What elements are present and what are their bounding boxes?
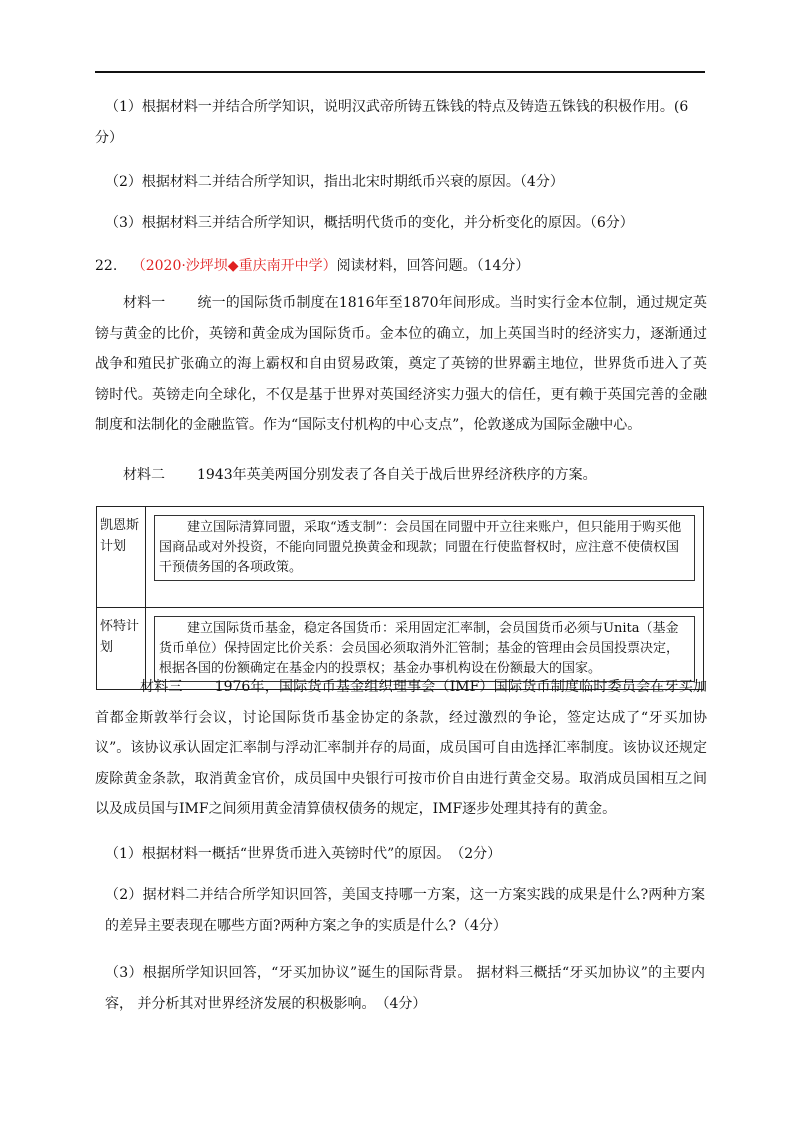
material1-label: 材料一 — [123, 295, 166, 311]
header-rule — [95, 71, 705, 73]
material3-label: 材料三 — [140, 679, 183, 695]
plan-name: 怀特计划 — [97, 608, 146, 690]
q22-sub2-text: （2）据材料二并结合所学知识回答，美国支持哪一方案，这一方案实践的成果是什么?两种方案的差异主要表现在哪些方面?两种方案之争的实质是什么?（4分） — [105, 887, 705, 934]
q22-sub1: （1）根据材料一概括“世界货币进入英镑时代”的原因。 （2分） — [105, 846, 502, 862]
material2 — [123, 465, 597, 485]
plans-table — [96, 506, 704, 690]
q21-sub1-cont: 分） — [95, 130, 123, 146]
table-row — [97, 507, 704, 608]
plan-text-box — [154, 515, 695, 581]
material1-text: 统一的国际货币制度在1816年至1870年间形成。当时实行金本位制，通过规定英镑与黄金的比价，英镑和黄金成为国际货币。金本位的确立，加上英国当时的经济实力，逐渐通过战争和殖民扩张确立的海上霸权和自由贸易政策，奠定了英镑的世界霸主地位，世界货币进入了英镑时代。英镑走向全球化，不仅是基于世界对英国经济实力强大的信任，更有赖于英国完善的金融制度和法制化的金融监管。作为“国际支付机构的中心支点”，伦敦遂成为国际金融中心。 — [95, 295, 708, 433]
q22-sub3-text: （3）根据所学知识回答，“牙买加协议”诞生的国际背景。 据材料三概括“牙买加协议”的主要内容， 并分析其对世界经济发展的积极影响。 （4分） — [105, 965, 705, 1012]
plan-name: 凯恩斯计划 — [97, 507, 146, 608]
q22-header — [95, 256, 529, 276]
q21-sub3: （3）根据材料三并结合所学知识，概括明代货币的变化，并分析变化的原因。（6分） — [105, 215, 634, 231]
q21-sub1: （1）根据材料一并结合所学知识，说明汉武帝所铸五铢钱的特点及铸造五铢钱的积极作用。(6 — [105, 99, 689, 115]
plan-desc — [146, 507, 704, 608]
q21-sub2: （2）根据材料二并结合所学知识，指出北宋时期纸币兴衰的原因。（4分） — [105, 174, 564, 190]
material1 — [95, 288, 707, 441]
material2-label: 材料二 — [123, 467, 165, 483]
plan-text: 建立国际清算同盟，采取“透支制”：会员国在同盟中开立往来账户，但只能用于购买他国商品或对外投资，不能向同盟兑换黄金和现款；同盟在行使监督权时，应注意不使债权国干预债务国的各项政策。 — [159, 520, 682, 575]
material3-text: 1976年，国际货币基金组织理事会（IMF）国际货币制度临时委员会在牙买加首都金斯敦举行会议，讨论国际货币基金协定的条款，经过激烈的争论，签定达成了“牙买加协议”。该协议承认固定汇率制与浮动汇率制并存的局面，成员国可自由选择汇率制度。该协议还规定废除黄金条款，取消黄金官价，成员国中央银行可按市价自由进行黄金交易。取消成员国相互之间以及成员国与IMF之间须用黄金清算债权债务的规定，IMF逐步处理其持有的黄金。 — [95, 679, 707, 817]
plan-text: 建立国际货币基金，稳定各国货币：采用固定汇率制，会员国货币必须与Unita（基金货币单位）保持固定比价关系：会员国必须取消外汇管制；基金的管理由会员国投票决定，根据各国的份额确定在基金内的投票权；基金办事机构设在份额最大的国家。 — [159, 621, 680, 676]
q22-source: （2020·沙坪坝◆重庆南开中学） — [131, 258, 337, 274]
material2-text: 1943年英美两国分别发表了各自关于战后世界经济秩序的方案。 — [197, 467, 597, 483]
q22-sub2 — [105, 880, 705, 941]
q22-number: 22. — [95, 258, 118, 274]
q22-sub3 — [105, 958, 705, 1019]
q22-prompt: 阅读材料，回答问题。（14分） — [336, 258, 530, 274]
material3 — [95, 672, 707, 825]
